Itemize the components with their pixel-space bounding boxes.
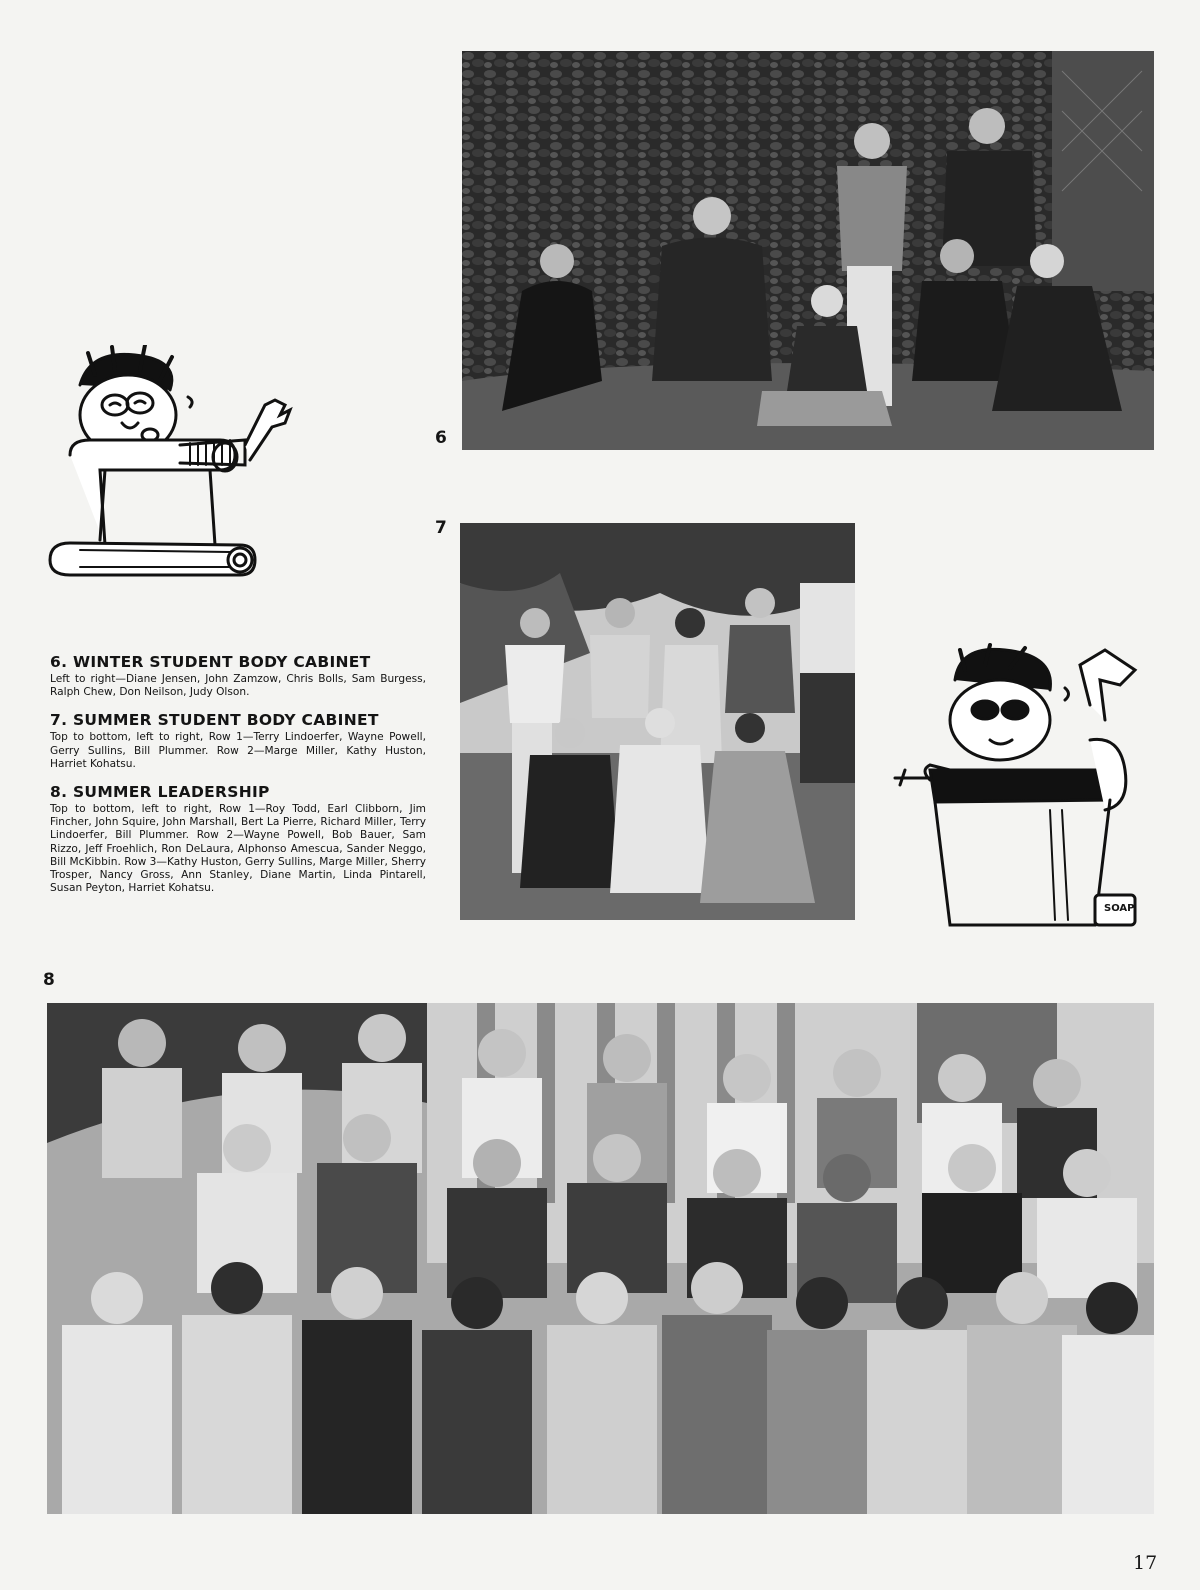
caption-summer-leadership [50, 783, 426, 895]
figure-number-6: 6 [435, 428, 447, 448]
caption-body: Left to right—Diane Jensen, John Zamzow, Chris Bolls, Sam Burgess, Ralph Chew, Don Neilson, Judy Olson. [50, 673, 426, 699]
caption-summer-cabinet [50, 711, 426, 771]
caption-body: Top to bottom, left to right, Row 1—Roy Todd, Earl Clibborn, Jim Fincher, John Squire, John Marshall, Bert La Pierre, Richard Miller, Terry Lindoerfer, Bill Plummer. Row 2—Wayne Powell, Bob Bauer, Sam Rizzo, Jeff Froehlich, Ron DeLaura, Alphonso Amescua, Sander Neggo, Bill McKibbin. Row 3—Kathy Huston, Gerry Sullins, Marge Miller, Sherry Trosper, Nancy Gross, Ann Stanley, Diane Martin, Linda Pintarell, Susan Peyton, Harriet Kohatsu. [50, 803, 426, 895]
page-number: 17 [1133, 1552, 1158, 1574]
caption-title: 6. WINTER STUDENT BODY CABINET [50, 653, 371, 671]
caption-winter-cabinet [50, 653, 426, 699]
figure-number-7: 7 [435, 518, 447, 538]
photo-winter-cabinet [462, 51, 1154, 450]
caption-title: 8. SUMMER LEADERSHIP [50, 783, 270, 802]
figure-number-8: 8 [43, 970, 55, 990]
caption-title: 7. SUMMER STUDENT BODY CABINET [50, 711, 379, 730]
photo-summer-cabinet [460, 523, 855, 920]
photo-summer-leadership [47, 1003, 1154, 1514]
caption-column [50, 653, 426, 907]
soap-label: SOAP [1104, 903, 1135, 914]
cartoon-scroll-character [40, 345, 300, 585]
cartoon-soapbox-character [890, 630, 1170, 930]
caption-body: Top to bottom, left to right, Row 1—Terry Lindoerfer, Wayne Powell, Gerry Sullins, Bill Plummer. Row 2—Marge Miller, Kathy Huston, Harriet Kohatsu. [50, 731, 426, 770]
